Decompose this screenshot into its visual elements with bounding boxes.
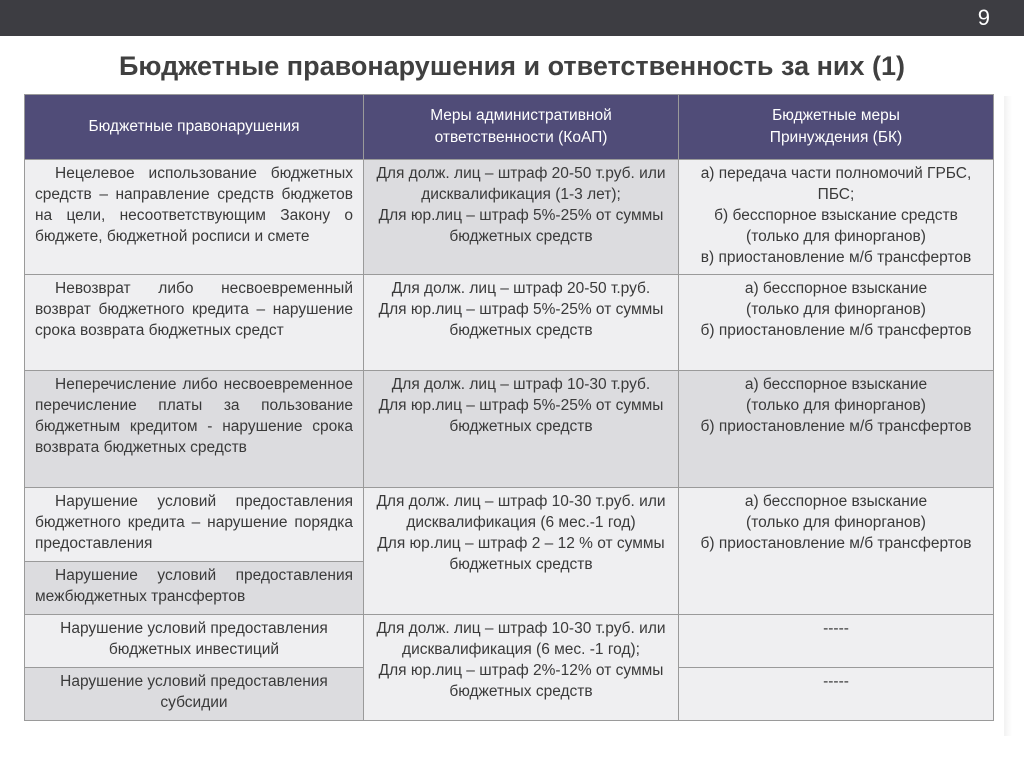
table-row xyxy=(25,160,994,275)
violations-table xyxy=(24,94,994,721)
header-admin-measures: Меры административной ответственности (КоАП) xyxy=(364,95,679,160)
coercion-cell: а) бесспорное взыскание (только для финорганов) б) приостановление м/б трансфертов xyxy=(679,371,994,488)
admin-measure-cell: Для долж. лиц – штраф 20-50 т.руб. или дисквалификация (1-3 лет); Для юр.лиц – штраф 5%-25% от суммы бюджетных средств xyxy=(364,160,679,275)
violation-text: Нецелевое использование бюджетных средств – направление средств бюджетов на цели, несоответствующим Закону о бюджете, бюджетной росписи и смете xyxy=(35,165,353,245)
violation-cell xyxy=(25,275,364,371)
table-row xyxy=(25,615,994,668)
coercion-cell: ----- xyxy=(679,668,994,721)
top-bar xyxy=(0,0,1024,36)
coercion-cell: а) бесспорное взыскание (только для финорганов) б) приостановление м/б трансфертов xyxy=(679,488,994,615)
table-row xyxy=(25,275,994,371)
slide-edge-shadow xyxy=(1004,96,1012,736)
coercion-cell: а) бесспорное взыскание (только для финорганов) б) приостановление м/б трансфертов xyxy=(679,275,994,371)
admin-measure-cell: Для долж. лиц – штраф 10-30 т.руб. Для юр.лиц – штраф 5%-25% от суммы бюджетных средств xyxy=(364,371,679,488)
admin-measure-cell: Для долж. лиц – штраф 10-30 т.руб. или дисквалификация (6 мес.-1 год) Для юр.лиц – штраф 2 – 12 % от суммы бюджетных средств xyxy=(364,488,679,615)
violation-cell xyxy=(25,562,364,615)
violation-cell: Нарушение условий предоставления бюджетных инвестиций xyxy=(25,615,364,668)
violation-cell xyxy=(25,488,364,562)
slide-number: 9 xyxy=(977,5,990,30)
violation-text: Неперечисление либо несвоевременное перечисление платы за пользование бюджетным кредитом - нарушение срока возврата бюджетных средств xyxy=(35,376,353,456)
violation-cell xyxy=(25,160,364,275)
table-row xyxy=(25,371,994,488)
violation-cell xyxy=(25,371,364,488)
coercion-cell: а) передача части полномочий ГРБС, ПБС; б) бесспорное взыскание средств (только для финорганов) в) приостановление м/б трансфертов xyxy=(679,160,994,275)
table-row xyxy=(25,488,994,562)
violation-text: Невозврат либо несвоевременный возврат бюджетного кредита – нарушение срока возврата бюджетных средст xyxy=(35,280,353,339)
header-violations: Бюджетные правонарушения xyxy=(25,95,364,160)
header-budget-measures: Бюджетные меры Принуждения (БК) xyxy=(679,95,994,160)
coercion-cell: ----- xyxy=(679,615,994,668)
violation-cell: Нарушение условий предоставления субсидии xyxy=(25,668,364,721)
admin-measure-cell: Для долж. лиц – штраф 20-50 т.руб. Для юр.лиц – штраф 5%-25% от суммы бюджетных средств xyxy=(364,275,679,371)
table-header-row xyxy=(25,95,994,160)
slide-title: Бюджетные правонарушения и ответственность за них (1) xyxy=(118,51,906,81)
admin-measure-cell: Для долж. лиц – штраф 10-30 т.руб. или дисквалификация (6 мес. -1 год); Для юр.лиц – штраф 2%-12% от суммы бюджетных средств xyxy=(364,615,679,721)
violation-text: Нарушение условий предоставления бюджетного кредита – нарушение порядка предоставления xyxy=(35,493,353,552)
violation-text: Нарушение условий предоставления межбюджетных трансфертов xyxy=(35,567,353,605)
